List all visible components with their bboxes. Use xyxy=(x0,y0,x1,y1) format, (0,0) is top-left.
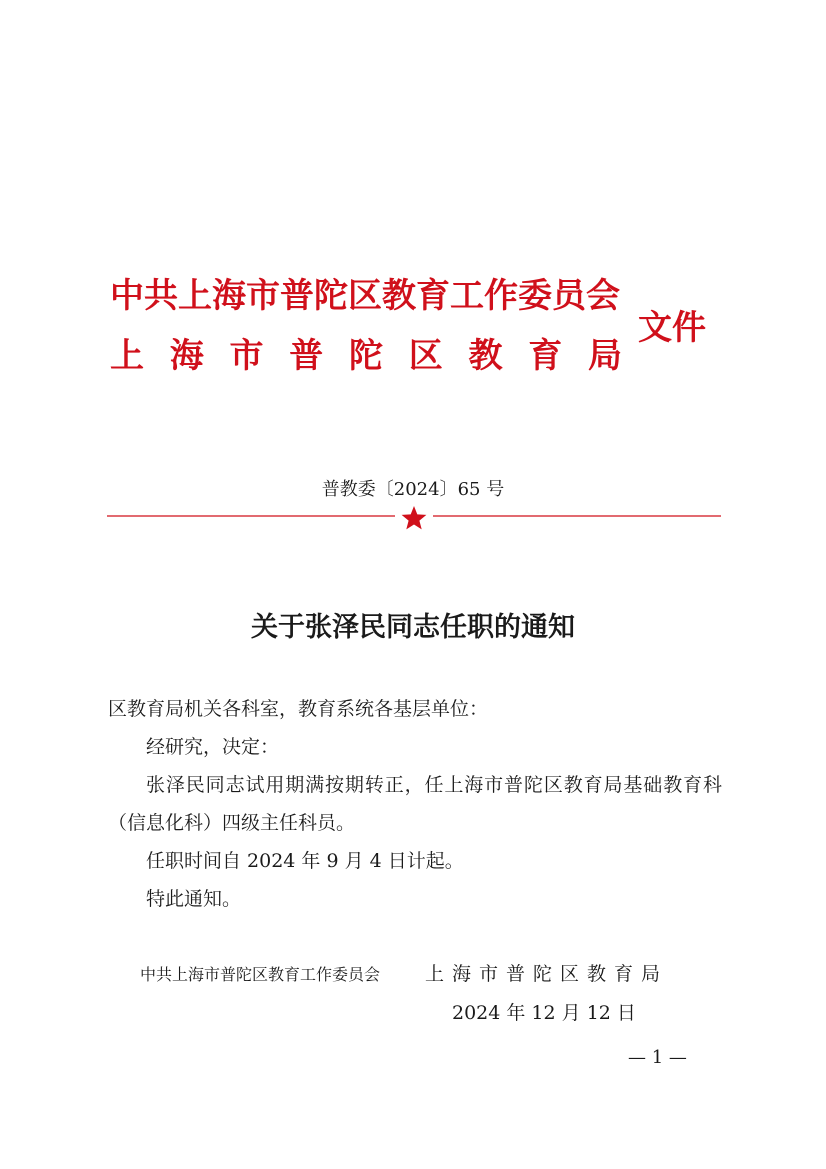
issuer-char: 市 xyxy=(229,336,264,376)
issuer-char: 教 xyxy=(468,336,503,376)
document-body xyxy=(108,690,722,918)
body-paragraph-appointment: 张泽民同志试用期满按期转正，任上海市普陀区教育局基础教育科（信息化科）四级主任科员。 xyxy=(108,774,722,834)
issuer-char: 区 xyxy=(408,336,443,376)
issuer-char: 海 xyxy=(169,336,204,376)
body-paragraph-decision: 经研究，决定： xyxy=(146,736,280,758)
issuer-name-education-bureau xyxy=(110,330,622,382)
header-suffix-document: 文件 xyxy=(638,308,706,348)
signature-party-committee: 中共上海市普陀区教育工作委员会 xyxy=(140,965,381,984)
page-number: — 1 — xyxy=(628,1047,687,1068)
body-paragraph-effective-date: 任职时间自 2024 年 9 月 4 日计起。 xyxy=(146,850,464,872)
document-number: 普教委〔2024〕65 号 xyxy=(321,479,505,500)
issuer-name-party-committee: 中共上海市普陀区教育工作委员会 xyxy=(110,276,620,316)
issuer-char: 上 xyxy=(110,336,144,376)
recipients-line: 区教育局机关各科室，教育系统各基层单位： xyxy=(108,698,489,720)
document-title: 关于张泽民同志任职的通知 xyxy=(251,612,575,643)
issuer-char: 陀 xyxy=(349,336,383,376)
signature-date: 2024 年 12 月 12 日 xyxy=(452,1002,636,1024)
issuer-char: 育 xyxy=(528,336,563,376)
signature-education-bureau: 上海市普陀区教育局 xyxy=(425,963,669,985)
body-paragraph-closing: 特此通知。 xyxy=(146,888,242,910)
issuer-char: 局 xyxy=(588,336,622,376)
red-separator-rule xyxy=(107,504,721,534)
issuer-char: 普 xyxy=(289,336,324,376)
red-star-icon xyxy=(402,506,427,529)
document-header xyxy=(110,270,720,380)
